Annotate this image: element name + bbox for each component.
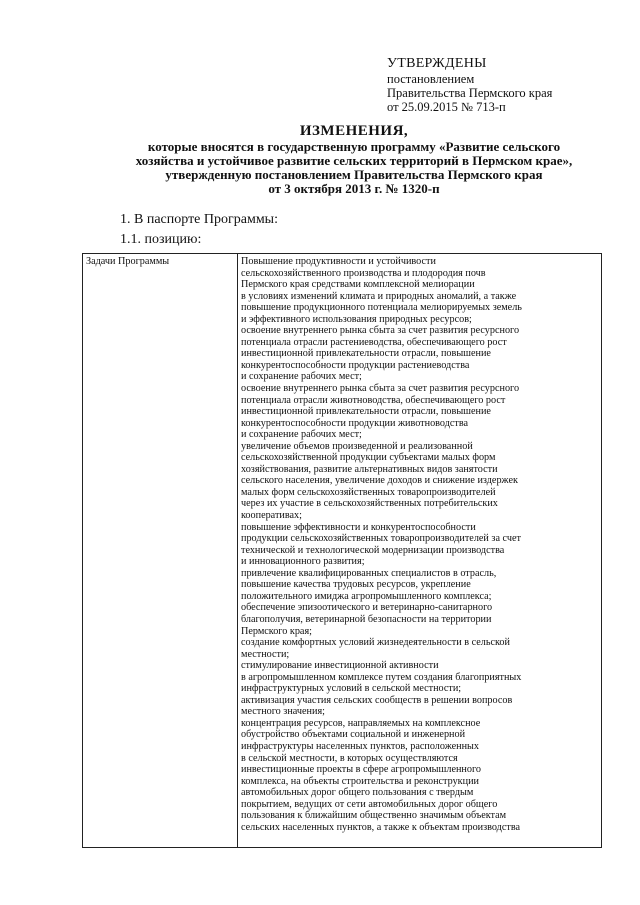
task-line: комплекса, на объекты строительства и реконструкции bbox=[241, 775, 479, 787]
task-line: малых форм сельскохозяйственных товаропроизводителей bbox=[241, 486, 496, 498]
task-line: в агропромышленном комплексе путем создания благоприятных bbox=[241, 671, 522, 683]
approval-heading: УТВЕРЖДЕНЫ bbox=[387, 56, 487, 71]
tasks-label-cell: Задачи Программы bbox=[83, 254, 238, 848]
task-line: увеличение объемов произведенной и реализованной bbox=[241, 440, 473, 452]
subsection-heading: 1.1. позицию: bbox=[120, 232, 202, 247]
approval-line: от 25.09.2015 № 713-п bbox=[387, 100, 506, 114]
approval-line: постановлением bbox=[387, 72, 475, 86]
task-line: и инновационного развития; bbox=[241, 556, 365, 568]
task-line: через их участие в сельскохозяйственных потребительских bbox=[241, 498, 498, 510]
task-line: освоение внутреннего рынка сбыта за счет развития ресурсного bbox=[241, 325, 520, 337]
task-line: хозяйствования, развитие альтернативных видов занятости bbox=[241, 463, 498, 475]
task-line: пользования к ближайшим общественно значимым объектам bbox=[241, 810, 507, 822]
task-line: инфраструктурных условий в сельской местности; bbox=[241, 683, 462, 695]
task-line: конкурентоспособности продукции растениеводства bbox=[241, 359, 470, 371]
task-line: сельского населения, увеличение доходов и снижение издержек bbox=[241, 475, 518, 487]
task-line: инфраструктуры населенных пунктов, расположенных bbox=[241, 740, 479, 752]
task-line: положительного имиджа агропромышленного комплекса; bbox=[241, 590, 492, 602]
title-main: ИЗМЕНЕНИЯ, bbox=[299, 123, 409, 139]
task-line: привлечение квалифицированных специалистов в отрасль, bbox=[241, 567, 497, 579]
task-line: и сохранение рабочих мест; bbox=[241, 371, 362, 383]
task-line: повышение качества трудовых ресурсов, укрепление bbox=[241, 579, 471, 591]
table-row bbox=[83, 254, 602, 848]
title-line: которые вносятся в государственную программу «Развитие сельского bbox=[147, 139, 561, 154]
task-line: активизация участия сельских сообществ в решении вопросов bbox=[241, 694, 513, 706]
task-line: потенциала отрасли животноводства, обеспечивающего рост bbox=[241, 394, 506, 406]
task-line: Повышение продуктивности и устойчивости bbox=[241, 256, 436, 267]
task-line: и сохранение рабочих мест; bbox=[241, 429, 362, 441]
approval-stamp bbox=[387, 56, 627, 114]
task-line: автомобильных дорог общего пользования с твердым bbox=[241, 787, 474, 799]
program-tasks-table bbox=[82, 253, 602, 848]
task-line: и эффективного использования природных ресурсов; bbox=[241, 313, 472, 325]
task-line: благополучия, ветеринарной безопасности на территории bbox=[241, 613, 492, 625]
task-line: технической и технологической модернизации производства bbox=[241, 544, 505, 556]
task-line: покрытием, ведущих от сети автомобильных дорог общего bbox=[241, 798, 498, 810]
task-line: инвестиционные проекты в сфере агропромышленного bbox=[241, 764, 481, 776]
task-line: местного значения; bbox=[241, 706, 325, 718]
approval-line: Правительства Пермского края bbox=[387, 86, 553, 100]
task-line: сельских населенных пунктов, а также к объектам производства bbox=[241, 821, 521, 833]
task-line: местности; bbox=[241, 648, 290, 660]
section-heading: 1. В паспорте Программы: bbox=[120, 212, 278, 227]
document-title bbox=[84, 123, 624, 196]
task-line: создание комфортных условий жизнедеятельности в сельской bbox=[241, 637, 510, 649]
task-line: концентрация ресурсов, направляемых на комплексное bbox=[241, 717, 481, 729]
tasks-text bbox=[241, 256, 598, 833]
task-line: потенциала отрасли растениеводства, обеспечивающего рост bbox=[241, 336, 507, 348]
task-line: Пермского края; bbox=[241, 625, 312, 637]
task-line: стимулирование инвестиционной активности bbox=[241, 660, 439, 672]
task-line: освоение внутреннего рынка сбыта за счет развития ресурсного bbox=[241, 383, 520, 395]
task-line: повышение продукционного потенциала мелиорируемых земель bbox=[241, 302, 522, 314]
task-line: в сельской местности, в которых осуществляются bbox=[241, 752, 458, 764]
task-line: обустройство объектами социальной и инженерной bbox=[241, 729, 466, 741]
task-line: кооперативах; bbox=[241, 510, 302, 522]
title-line: от 3 октября 2013 г. № 1320-п bbox=[268, 181, 440, 196]
task-line: повышение эффективности и конкурентоспособности bbox=[241, 521, 476, 533]
task-line: инвестиционной привлекательности отрасли, повышение bbox=[241, 348, 491, 360]
tasks-content-cell bbox=[238, 254, 602, 848]
task-line: Пермского края средствами комплексной мелиорации bbox=[241, 279, 475, 291]
task-line: инвестиционной привлекательности отрасли, повышение bbox=[241, 406, 491, 418]
task-line: конкурентоспособности продукции животноводства bbox=[241, 417, 469, 429]
task-line: сельскохозяйственной продукции субъектами малых форм bbox=[241, 452, 496, 464]
task-line: обеспечение эпизоотического и ветеринарно-санитарного bbox=[241, 602, 493, 614]
title-line: хозяйства и устойчивое развитие сельских территорий в Пермском крае», bbox=[135, 153, 573, 168]
task-line: сельскохозяйственного производства и плодородия почв bbox=[241, 267, 486, 279]
title-line: утвержденную постановлением Правительства Пермского края bbox=[165, 167, 543, 182]
task-line: в условиях изменений климата и природных аномалий, а также bbox=[241, 290, 517, 302]
task-line: продукции сельскохозяйственных товаропроизводителей за счет bbox=[241, 533, 521, 545]
